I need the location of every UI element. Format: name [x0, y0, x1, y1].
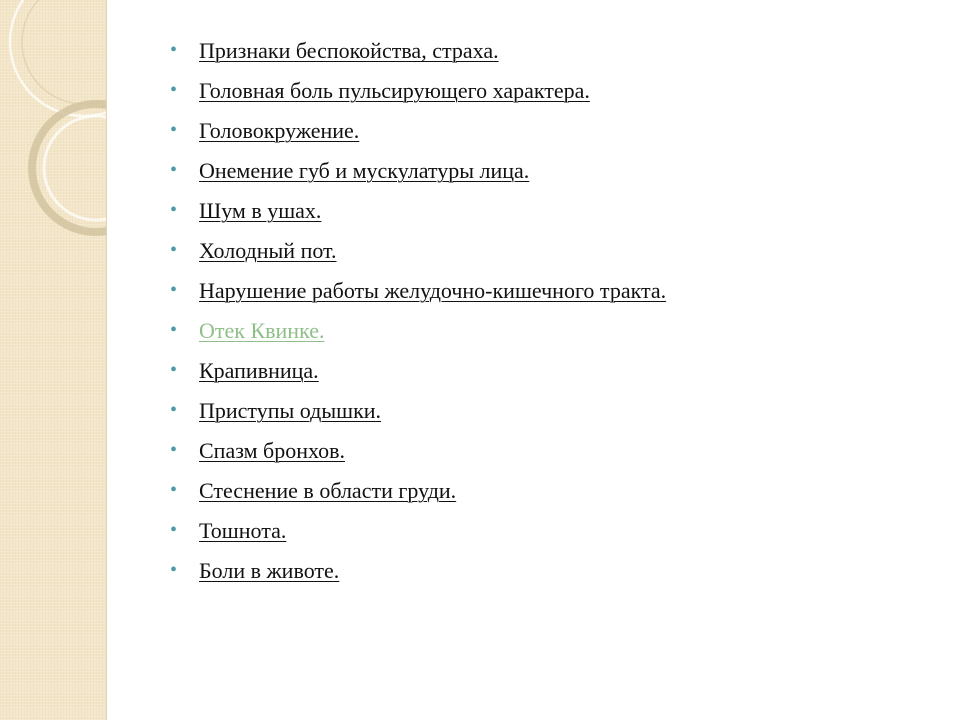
side-panel [0, 0, 107, 720]
list-item-text[interactable]: Холодный пот. [199, 238, 337, 263]
list-item-text[interactable]: Головокружение. [199, 118, 360, 143]
list-item [170, 38, 666, 78]
bullet-icon: • [170, 159, 178, 181]
list-item [170, 518, 666, 558]
list-item [170, 438, 666, 478]
list-item [170, 358, 666, 398]
bullet-icon: • [170, 479, 178, 501]
list-item [170, 238, 666, 278]
decorative-rings-icon [0, 0, 106, 260]
list-item [170, 398, 666, 438]
bullet-icon: • [170, 319, 178, 341]
bullet-icon: • [170, 519, 178, 541]
list-item-text[interactable]: Спазм бронхов. [199, 438, 346, 463]
list-item-text[interactable]: Тошнота. [199, 518, 287, 543]
list-item [170, 198, 666, 238]
bullet-icon: • [170, 439, 178, 461]
bullet-icon: • [170, 239, 178, 261]
list-item-text[interactable]: Признаки беспокойства, страха. [199, 38, 499, 63]
bullet-icon: • [170, 279, 178, 301]
bullet-icon: • [170, 199, 178, 221]
bullet-icon: • [170, 79, 178, 101]
bullet-icon: • [170, 559, 178, 581]
list-item-text[interactable]: Боли в животе. [199, 558, 340, 583]
bullet-icon: • [170, 119, 178, 141]
bullet-icon: • [170, 399, 178, 421]
list-item-text[interactable]: Нарушение работы желудочно-кишечного тракта. [199, 278, 667, 303]
list-item-text[interactable]: Приступы одышки. [199, 398, 382, 423]
list-item-text[interactable]: Онемение губ и мускулатуры лица. [199, 158, 530, 183]
list-item [170, 118, 666, 158]
list-item [170, 158, 666, 198]
list-item-text[interactable]: Головная боль пульсирующего характера. [199, 78, 590, 103]
list-item-text[interactable]: Шум в ушах. [199, 198, 322, 223]
symptom-list [170, 38, 666, 598]
list-item [170, 278, 666, 318]
list-item [170, 558, 666, 598]
list-item-text[interactable]: Крапивница. [199, 358, 319, 383]
list-item-text[interactable]: Стеснение в области груди. [199, 478, 457, 503]
list-item [170, 78, 666, 118]
list-item [170, 318, 666, 358]
list-item [170, 478, 666, 518]
list-item-text-link[interactable]: Отек Квинке. [199, 318, 325, 343]
bullet-icon: • [170, 359, 178, 381]
bullet-icon: • [170, 39, 178, 61]
